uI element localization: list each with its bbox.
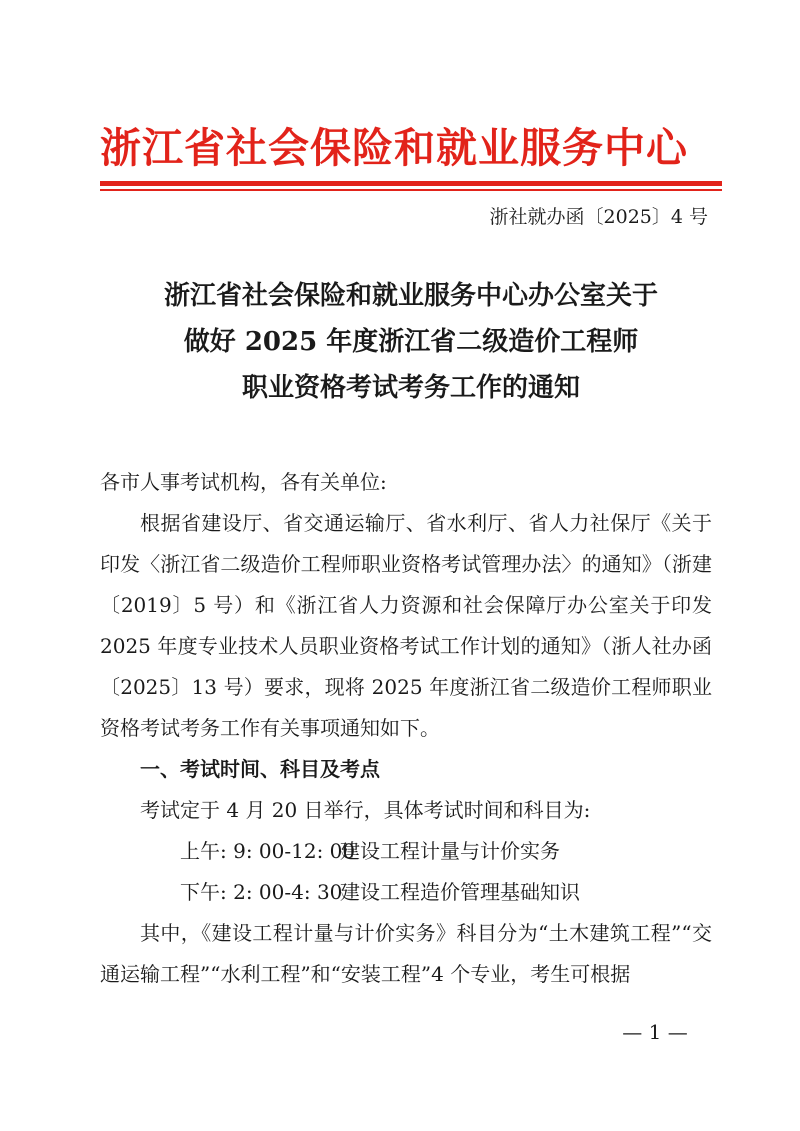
title-line-1: 浙江省社会保险和就业服务中心办公室关于 bbox=[163, 281, 658, 311]
salutation: 各市人事考试机构，各有关单位: bbox=[100, 470, 387, 494]
document-body bbox=[100, 462, 712, 995]
letterhead-rule-thick bbox=[100, 181, 722, 186]
morning-subject: 建设工程计量与计价实务 bbox=[340, 839, 560, 863]
title-line-3: 职业资格考试考务工作的通知 bbox=[241, 373, 580, 403]
letterhead-rule-thin bbox=[100, 189, 722, 191]
afternoon-time: 下午: 2: 00-4: 30 bbox=[180, 880, 343, 904]
exam-date-line: 考试定于 4 月 20 日举行，具体考试时间和科目为: bbox=[140, 798, 591, 822]
document-title bbox=[100, 273, 722, 411]
section-heading-exam-schedule: 一、考试时间、科目及考点 bbox=[140, 757, 380, 781]
title-line-2: 做好 2025 年度浙江省二级造价工程师 bbox=[183, 327, 639, 357]
paragraph-basis: 根据省建设厅、省交通运输厅、省水利厅、省人力社保厅《关于印发〈浙江省二级造价工程师职业资格考试管理办法〉的通知》（浙建〔2019〕5 号）和《浙江省人力资源和社会保障厅办公室关于印发 2025 年度专业技术人员职业资格考试工作计划的通知》（浙人社办函〔2025〕13 号）要求，现将 2025 年度浙江省二级造价工程师职业资格考试考务工作有关事项通知如下。 bbox=[100, 511, 712, 740]
page-number: — 1 — bbox=[622, 1020, 688, 1044]
schedule-row-afternoon bbox=[100, 872, 712, 913]
paragraph-subject-specialties: 其中，《建设工程计量与计价实务》科目分为“土木建筑工程”“交通运输工程”“水利工程”和“安装工程”4 个专业，考生可根据 bbox=[100, 921, 712, 986]
afternoon-subject: 建设工程造价管理基础知识 bbox=[340, 880, 580, 904]
document-number: 浙社就办函〔2025〕4 号 bbox=[489, 206, 708, 228]
morning-time: 上午: 9: 00-12: 00 bbox=[180, 839, 356, 863]
issuer-letterhead: 浙江省社会保险和就业服务中心 bbox=[100, 124, 688, 172]
schedule-row-morning bbox=[100, 831, 712, 872]
